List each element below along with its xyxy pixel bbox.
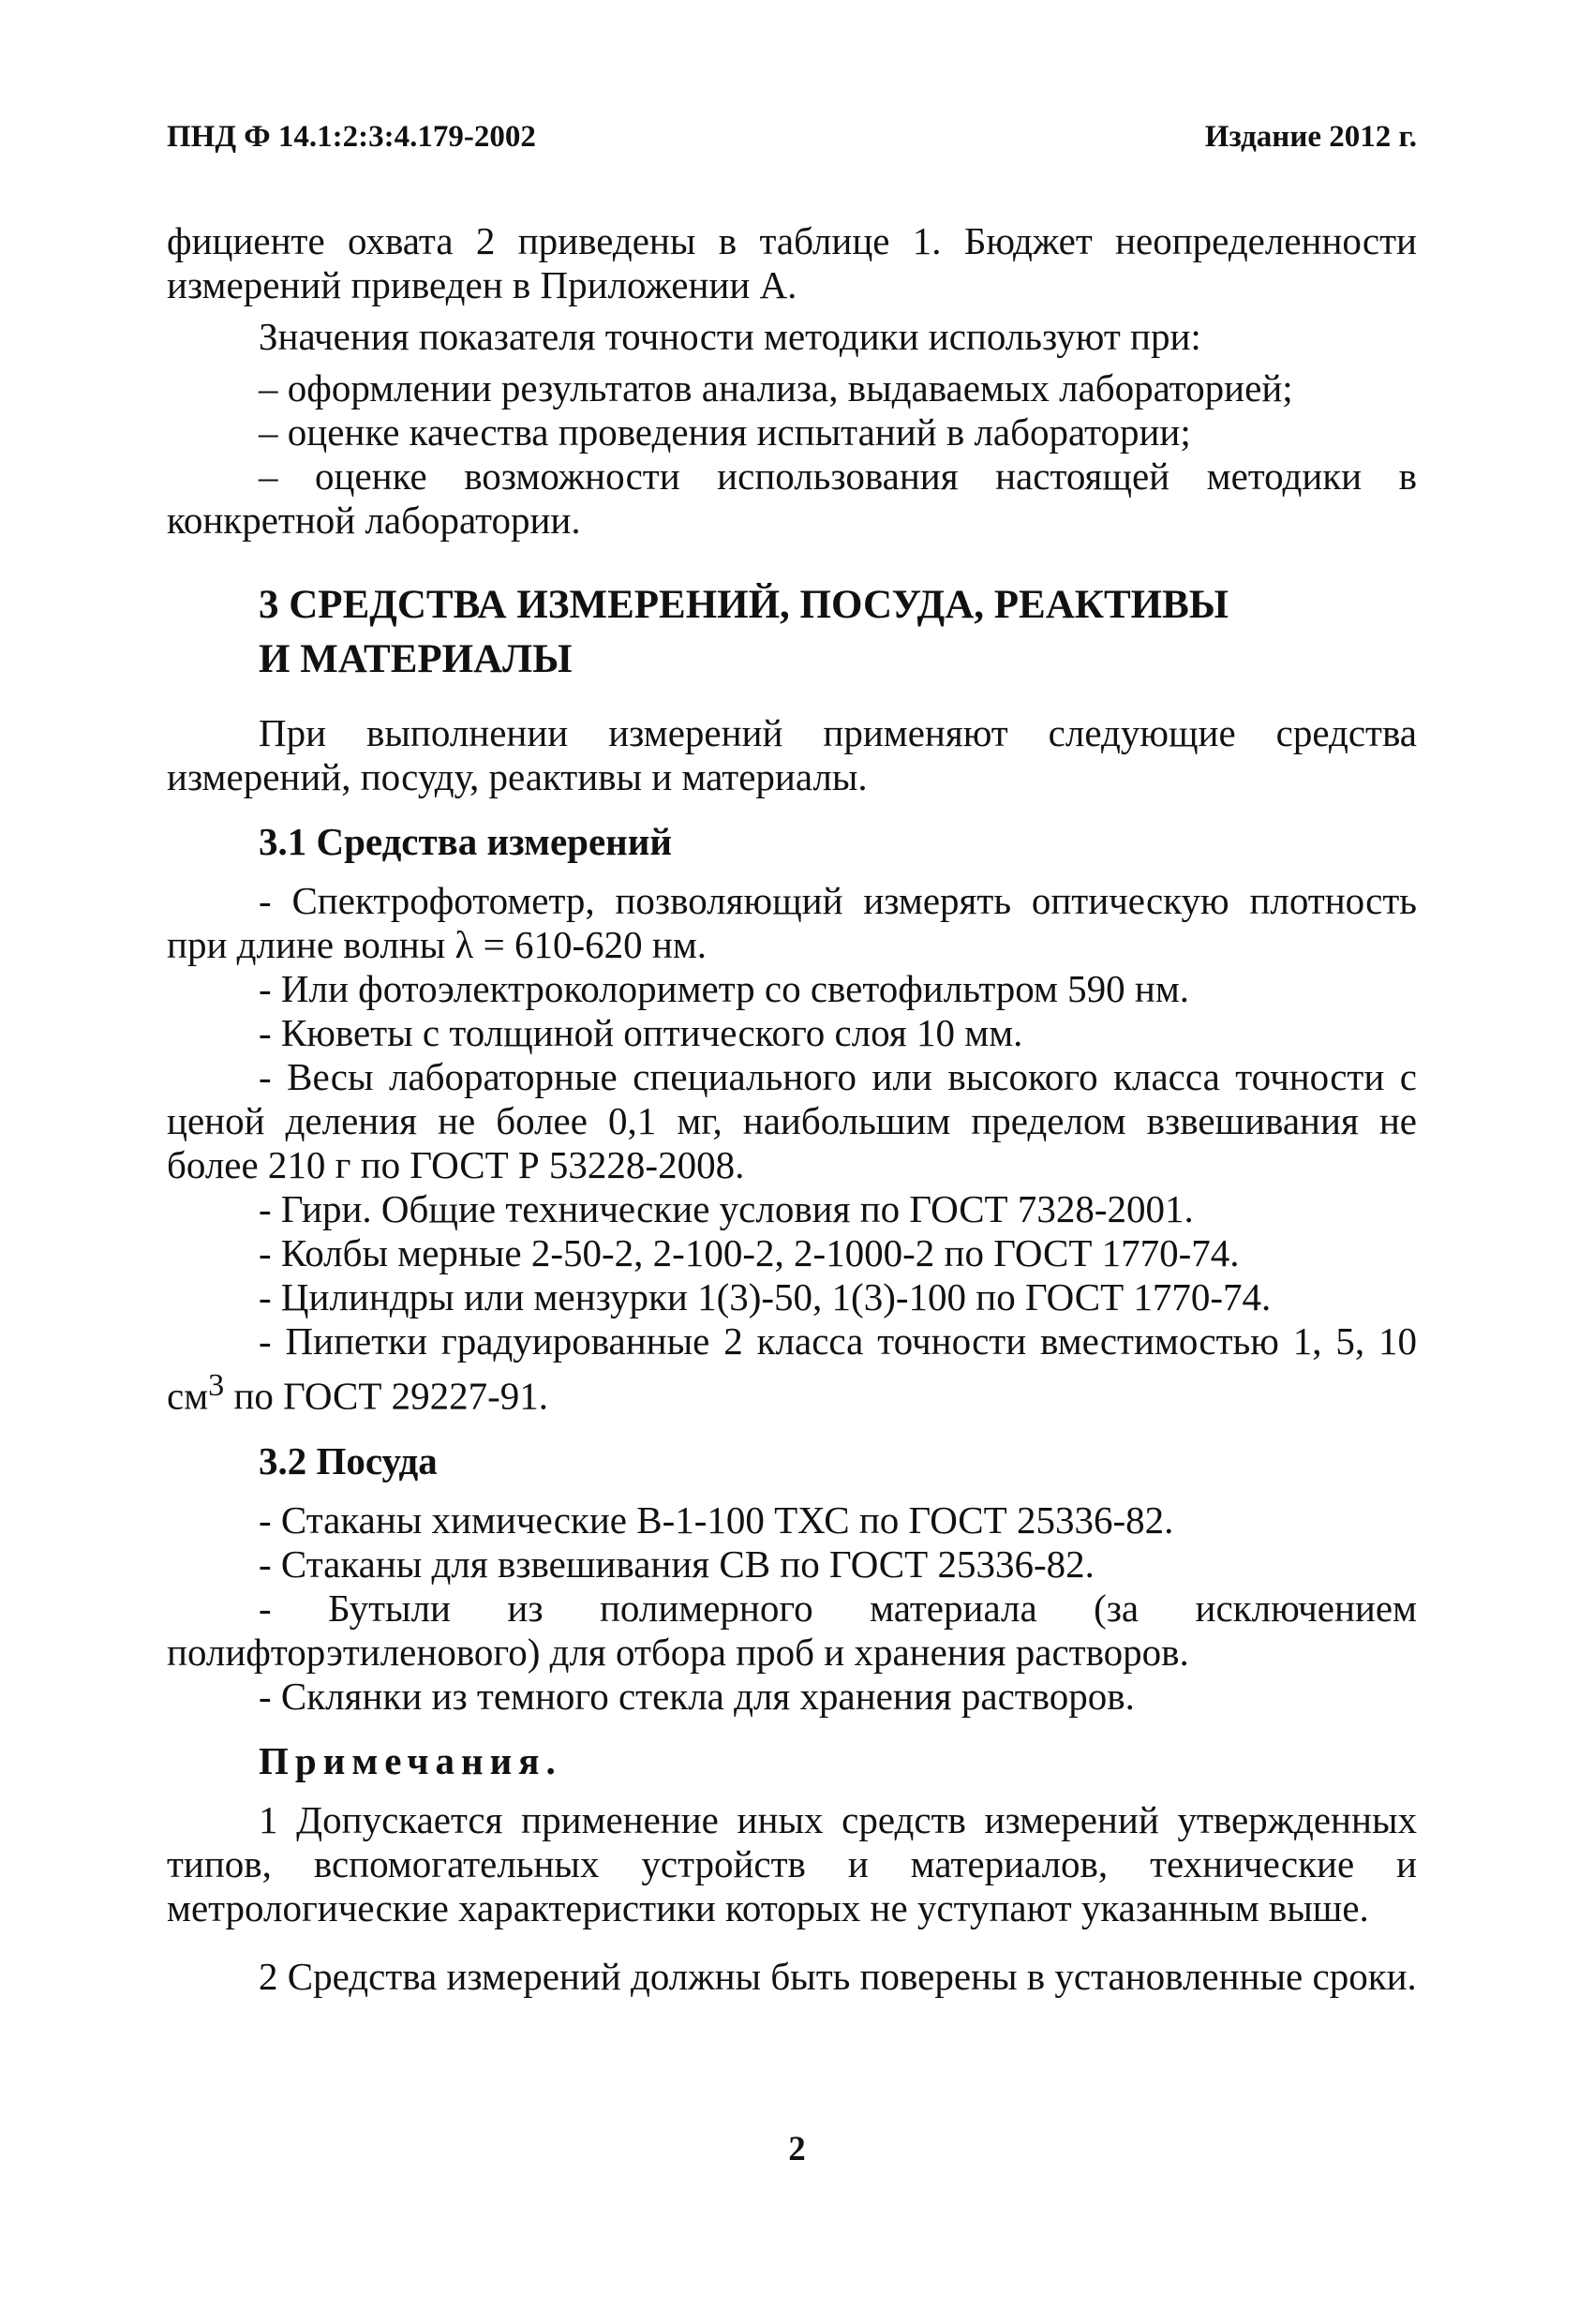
pipette-superscript: 3 [208, 1368, 225, 1403]
document-code: ПНД Ф 14.1:2:3:4.179-2002 [167, 120, 536, 154]
glassware-item: - Склянки из темного стекла для хранения растворов. [259, 1674, 1135, 1718]
glassware-item: - Бутыли из полимерного материала (за исключением полифторэтиленового) для отбора проб и хранения растворов. [167, 1586, 1417, 1674]
instrument-item: - Или фотоэлектроколориметр со светофильтром 590 нм. [259, 967, 1190, 1010]
usage-item: – оценке возможности использования настоящей методики в конкретной лаборатории. [167, 454, 1417, 542]
intro-paragraph: фициенте охвата 2 приведены в таблице 1. Бюджет неопределенности измерений приведен в Приложении А. [167, 219, 1417, 306]
section-3-title-line2: И МАТЕРИАЛЫ [259, 637, 573, 681]
instrument-item-pipettes [167, 1319, 1417, 1419]
instrument-item: - Спектрофотометр, позволяющий измерять оптическую плотность при длине волны λ = 610-620 нм. [167, 879, 1417, 966]
section-3-2-title: 3.2 Посуда [259, 1438, 438, 1482]
page-number: 2 [788, 2130, 806, 2168]
pipette-tail: по ГОСТ 29227-91. [224, 1374, 549, 1418]
instrument-item: - Весы лабораторные специального или высокого класса точности с ценой деления не более 0,1 мг, наибольшим пределом взвешивания не более 210 г по ГОСТ Р 53228-2008. [167, 1055, 1417, 1186]
section-3-title-line1: 3 СРЕДСТВА ИЗМЕРЕНИЙ, ПОСУДА, РЕАКТИВЫ [259, 583, 1229, 627]
note-2: 2 Средства измерений должны быть поверены в установленные сроки. [259, 1954, 1417, 1998]
section-3-intro: При выполнении измерений применяют следующие средства измерений, посуду, реактивы и материалы. [167, 711, 1417, 798]
document-body [167, 219, 1417, 1999]
instrument-item: - Колбы мерные 2-50-2, 2-100-2, 2-1000-2 по ГОСТ 1770-74. [259, 1231, 1240, 1274]
usage-item: – оформлении результатов анализа, выдаваемых лабораторией; [259, 366, 1293, 410]
page-header [167, 120, 1417, 167]
instrument-item: - Цилиндры или мензурки 1(3)-50, 1(3)-100 по ГОСТ 1770-74. [259, 1275, 1272, 1318]
usage-item: – оценке качества проведения испытаний в лаборатории; [259, 410, 1191, 454]
note-1: 1 Допускается применение иных средств измерений утвержденных типов, вспомогательных устройств и материалов, технические и метрологические характеристики которых не уступают указанным выше. [167, 1797, 1417, 1929]
notes-title: Примечания. [259, 1738, 562, 1782]
glassware-item: - Стаканы химические В-1-100 ТХС по ГОСТ 25336-82. [259, 1497, 1174, 1542]
edition-label: Издание 2012 г. [1204, 120, 1417, 154]
section-3-1-title: 3.1 Средства измерений [259, 820, 673, 863]
accuracy-usage-paragraph: Значения показателя точности методики используют при: [259, 315, 1201, 358]
pipette-text: - Пипетки градуированные 2 класса точности вместимостью 1, 5, 10 см [167, 1319, 1417, 1418]
instrument-item: - Кюветы с толщиной оптического слоя 10 мм. [259, 1011, 1023, 1054]
glassware-item: - Стаканы для взвешивания СВ по ГОСТ 25336-82. [259, 1542, 1095, 1586]
section-3-title [167, 578, 1417, 687]
instrument-item: - Гири. Общие технические условия по ГОСТ 7328-2001. [259, 1187, 1194, 1230]
